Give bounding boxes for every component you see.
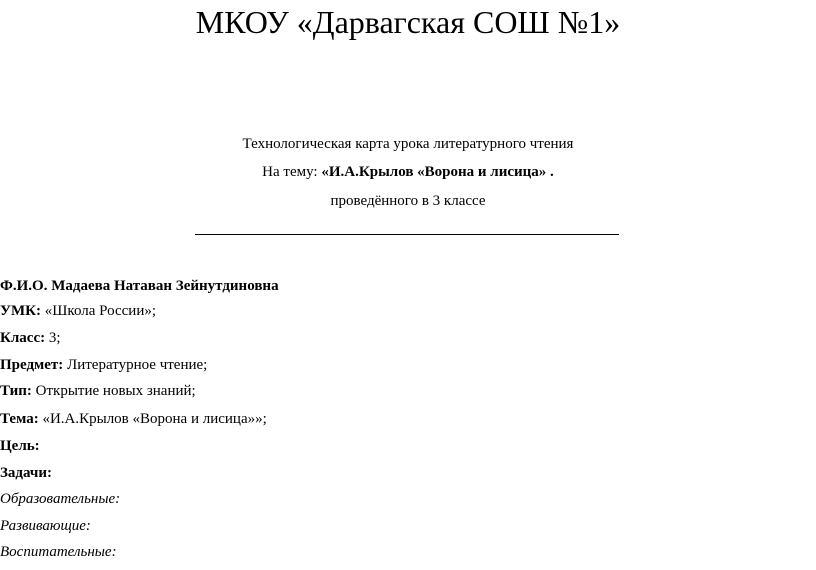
developing-tasks (0, 516, 91, 536)
document-title: МКОУ «Дарвагская СОШ №1» (195, 4, 621, 40)
tasks-row (0, 463, 52, 483)
developing-label: Развивающие: (0, 518, 91, 534)
lesson-theme-line (0, 162, 816, 182)
type-row (0, 381, 196, 401)
class-label: Класс: (0, 330, 46, 346)
class-value: 3; (45, 330, 61, 346)
topic-value: «И.А.Крылов «Ворона и лисица»»; (38, 411, 267, 427)
tasks-label: Задачи: (0, 465, 53, 481)
subject-row (0, 355, 207, 375)
goal-label: Цель: (0, 438, 40, 454)
upbringing-tasks (0, 542, 117, 562)
teacher-name (0, 276, 279, 296)
theme-prefix: На тему: (262, 164, 322, 180)
educational-tasks (0, 489, 120, 509)
class-line: проведённого в 3 классе (330, 193, 486, 209)
umk-label: УМК: (0, 303, 42, 319)
teacher-name-text: Ф.И.О. Мадаева Натаван Зейнутдиновна (0, 278, 279, 294)
subject-value: Литературное чтение; (63, 357, 208, 373)
upbringing-label: Воспитательные: (0, 544, 117, 560)
subject-label: Предмет: (0, 357, 64, 373)
theme-value: «И.А.Крылов «Ворона и лисица» . (321, 164, 554, 180)
class-row (0, 328, 61, 348)
lesson-map-heading: Технологическая карта урока литературного чтения (242, 136, 574, 152)
type-label: Тип: (0, 383, 32, 399)
educational-label: Образовательные: (0, 491, 121, 507)
umk-row (0, 301, 156, 321)
topic-label: Тема: (0, 411, 39, 427)
umk-value: «Школа России»; (41, 303, 157, 319)
goal-row (0, 436, 40, 456)
topic-row (0, 409, 267, 429)
horizontal-divider (195, 234, 619, 235)
type-value: Открытие новых знаний; (31, 383, 196, 399)
